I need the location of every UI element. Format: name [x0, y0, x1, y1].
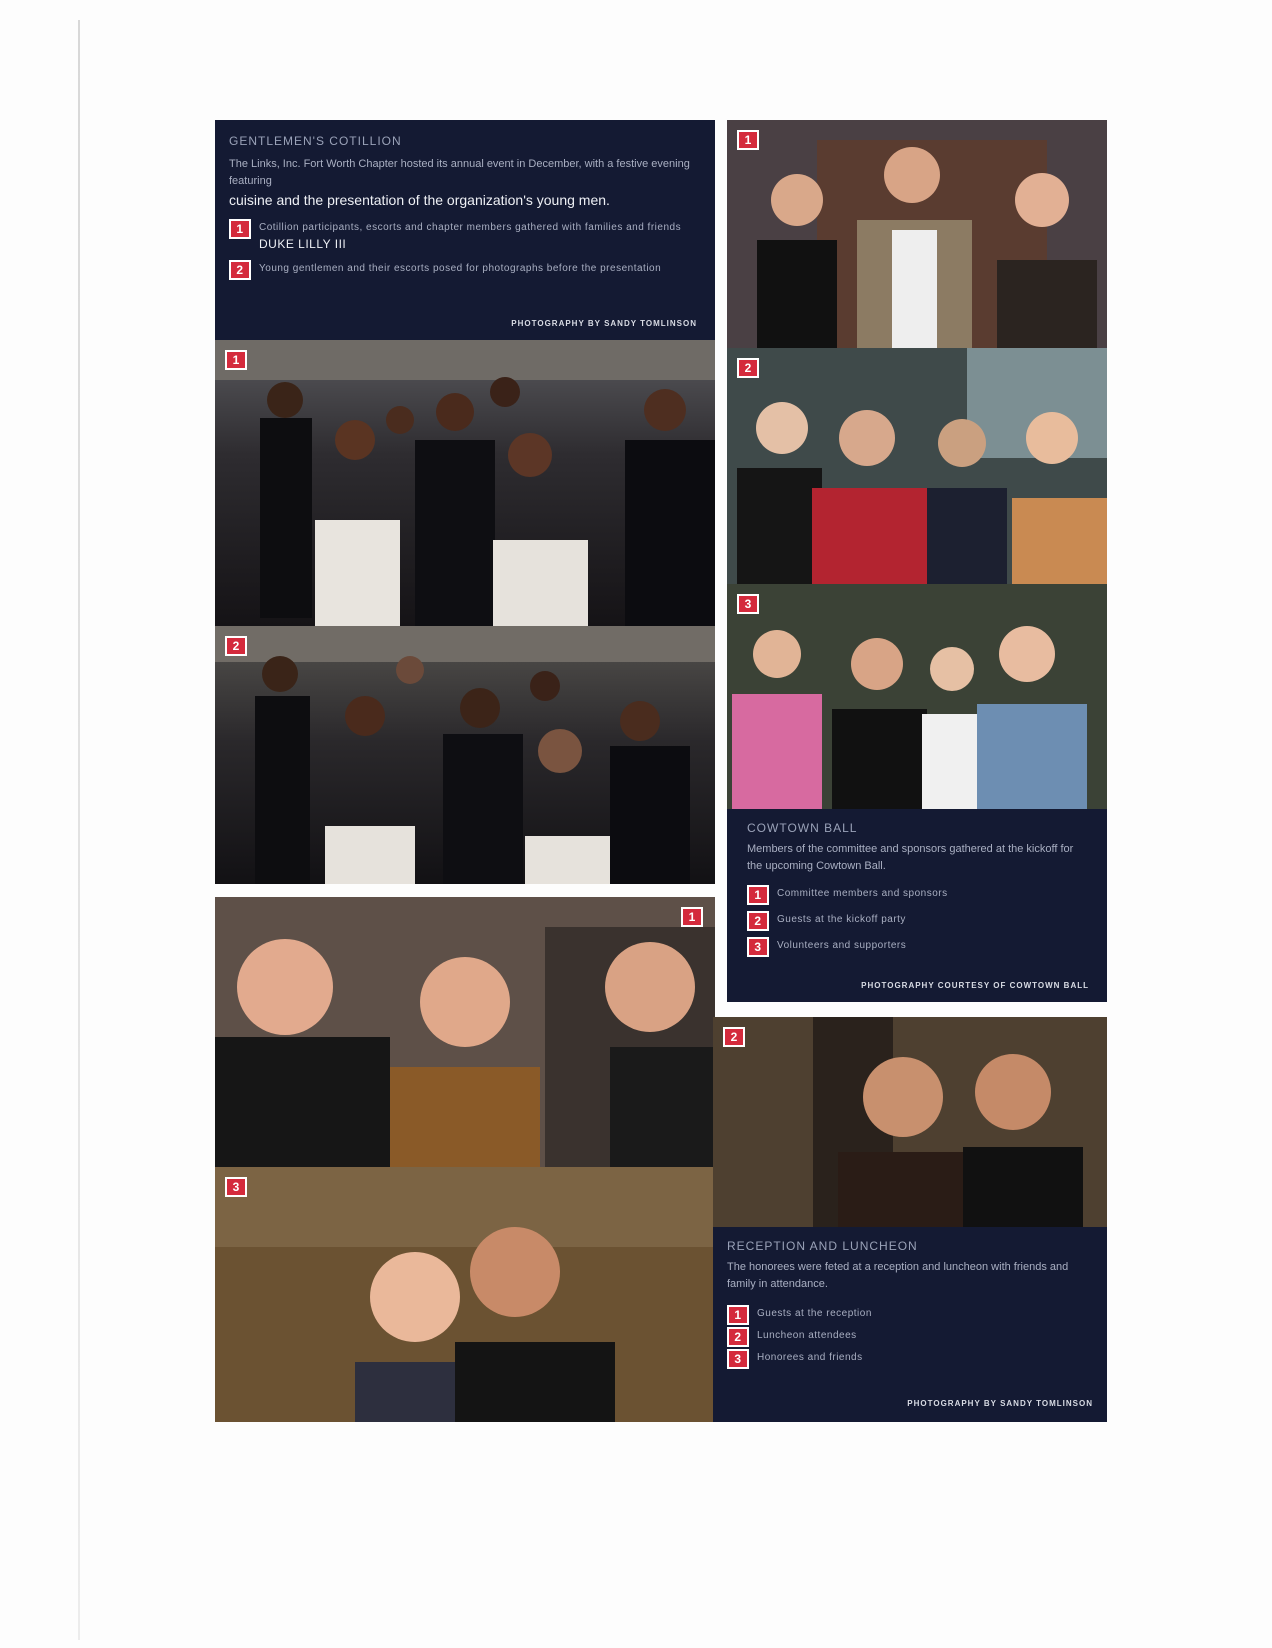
- cowtown-text-panel: [727, 809, 1107, 1002]
- caption-1: [727, 1305, 1093, 1325]
- number-badge: 2: [723, 1027, 745, 1047]
- photo-illustration: [215, 1167, 715, 1422]
- gala-photo-2: [727, 348, 1107, 584]
- luncheon-photo-3: [215, 1167, 715, 1422]
- cotillion-photo-1: [215, 340, 715, 626]
- number-badge: 2: [229, 260, 251, 280]
- caption-text: Honorees and friends: [757, 1352, 863, 1363]
- photo-illustration: [215, 340, 715, 626]
- luncheon-photo-1: [215, 897, 715, 1167]
- section-title: GENTLEMEN'S COTILLION: [229, 134, 402, 148]
- photo-credit: PHOTOGRAPHY COURTESY OF COWTOWN BALL: [861, 981, 1089, 990]
- number-badge: 2: [747, 911, 769, 931]
- gala-photo-3: [727, 584, 1107, 809]
- number-badge: 2: [225, 636, 247, 656]
- section-body: Members of the committee and sponsors gathered at the kickoff for the upcoming Cowtown Ball.: [747, 843, 1074, 872]
- section-title: COWTOWN BALL: [747, 821, 858, 835]
- number-badge: 3: [747, 937, 769, 957]
- photo-credit: PHOTOGRAPHY BY SANDY TOMLINSON: [511, 319, 697, 328]
- cotillion-text-panel: [215, 120, 715, 340]
- number-badge: 1: [737, 130, 759, 150]
- number-badge: 1: [727, 1305, 749, 1325]
- caption-1: [229, 219, 701, 254]
- caption-text: Cotillion participants, escorts and chapter members gathered with families and friends: [259, 222, 682, 233]
- section-body: The honorees were feted at a reception and luncheon with friends and family in attendance.: [727, 1261, 1069, 1290]
- photo-illustration: [215, 897, 715, 1167]
- caption-2: [727, 1327, 1093, 1347]
- number-badge: 1: [229, 219, 251, 239]
- photo-illustration: [727, 348, 1107, 584]
- photo-illustration: [727, 584, 1107, 809]
- caption-3: [747, 937, 1087, 957]
- number-badge: 1: [225, 350, 247, 370]
- number-badge: 1: [747, 885, 769, 905]
- caption-name: DUKE LILLY III: [259, 237, 347, 251]
- section-body-lead: cuisine and the presentation of the organization's young men.: [229, 192, 610, 208]
- luncheon-photo-2: [713, 1017, 1107, 1227]
- caption-2: [229, 260, 701, 280]
- number-badge: 3: [225, 1177, 247, 1197]
- page-binding-edge: [78, 20, 80, 1640]
- gala-photo-1: [727, 120, 1107, 348]
- caption-text: Guests at the kickoff party: [777, 914, 906, 925]
- number-badge: 3: [727, 1349, 749, 1369]
- caption-3: [727, 1349, 1093, 1369]
- photo-illustration: [713, 1017, 1107, 1227]
- photo-illustration: [215, 626, 715, 884]
- caption-text: Young gentlemen and their escorts posed for photographs before the presentation: [259, 263, 662, 274]
- reception-text-panel: [713, 1227, 1107, 1422]
- photo-credit: PHOTOGRAPHY BY SANDY TOMLINSON: [907, 1399, 1093, 1408]
- caption-2: [747, 911, 1087, 931]
- cotillion-photo-2: [215, 626, 715, 884]
- caption-1: [747, 885, 1087, 905]
- number-badge: 3: [737, 594, 759, 614]
- caption-text: Guests at the reception: [757, 1308, 872, 1319]
- caption-text: Committee members and sponsors: [777, 888, 948, 899]
- number-badge: 1: [681, 907, 703, 927]
- caption-text: Luncheon attendees: [757, 1330, 857, 1341]
- photo-illustration: [727, 120, 1107, 348]
- section-title: RECEPTION AND LUNCHEON: [727, 1239, 918, 1253]
- caption-text: Volunteers and supporters: [777, 940, 907, 951]
- section-body-dim: The Links, Inc. Fort Worth Chapter hosted its annual event in December, with a festive evening featuring: [229, 158, 690, 187]
- number-badge: 2: [737, 358, 759, 378]
- number-badge: 2: [727, 1327, 749, 1347]
